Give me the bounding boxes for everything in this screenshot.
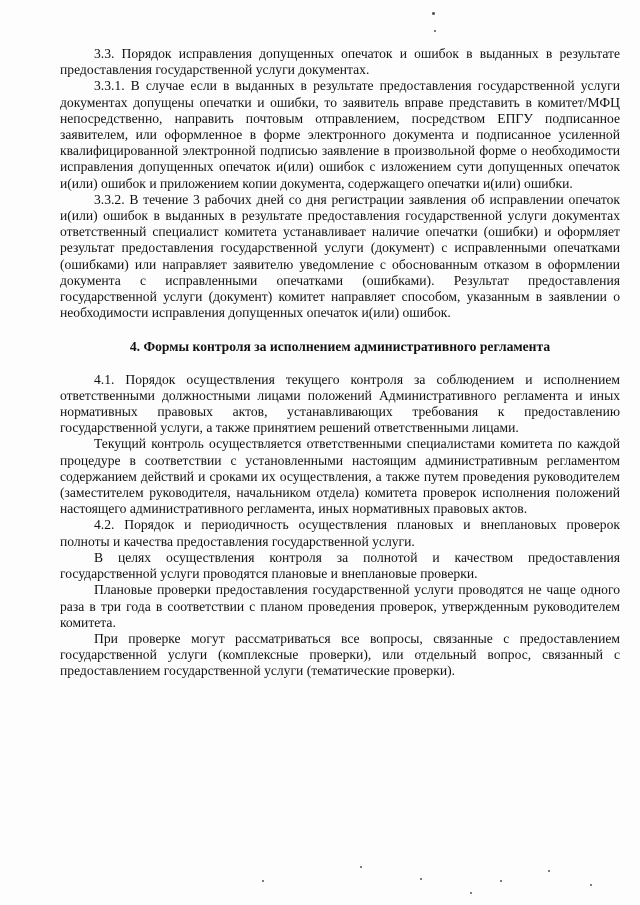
- document-body: [60, 46, 620, 680]
- paragraph-3-3-1: 3.3.1. В случае если в выданных в результате предоставления государственной услуги документах допущены опечатки и ошибки, то заявитель вправе представить в комитет/МФЦ непосредственно, направить почтовым отправлением, посредством ЕПГУ подписанное заявителем, или оформленное в форме электронного документа и подписанное усиленной квалифицированной электронной подписью заявление в произвольной форме о необходимости исправления допущенных опечаток и(или) ошибок с изложением сути допущенных опечаток и(или) ошибок и приложением копии документа, содержащего опечатки и(или) ошибки.: [60, 78, 620, 191]
- paragraph-planned-checks: Плановые проверки предоставления государственной услуги проводятся не чаще одного раза в три года в соответствии с планом проведения проверок, утвержденным руководителем комитета.: [60, 582, 620, 630]
- section-4-heading: 4. Формы контроля за исполнением административного регламента: [129, 339, 551, 355]
- scan-speck: [548, 870, 550, 872]
- scan-speck: [470, 892, 472, 894]
- paragraph-control-purpose: В целях осуществления контроля за полнотой и качеством предоставления государственной услуги проводятся плановые и внеплановые проверки.: [60, 549, 620, 582]
- paragraph-4-2: 4.2. Порядок и периодичность осуществления плановых и внеплановых проверок полноты и качества предоставления государственной услуги.: [60, 517, 620, 549]
- scan-speck: [432, 12, 435, 15]
- paragraph-3-3-2: 3.3.2. В течение 3 рабочих дней со дня регистрации заявления об исправлении опечаток и(или) ошибок в выданных в результате предоставления государственной услуги документах ответственный специалист комитета устанавливает наличие опечатки (ошибки) и оформляет результат предоставления государственной услуги (документ) с исправленными опечатками (ошибками) или направляет заявителю уведомление с обоснованным отказом в оформлении документа с исправленными опечатками (ошибками). Результат предоставления государственной услуги (документ) комитет направляет способом, указанным в заявлении о необходимости исправления допущенных опечаток и(или) ошибок.: [60, 191, 620, 321]
- scan-speck: [420, 878, 422, 880]
- paragraph-4-1: 4.1. Порядок осуществления текущего контроля за соблюдением и исполнением ответственными должностными лицами положений Административного регламента и иных нормативных правовых актов, устанавливающих требования к предоставлению государственной услуги, а также принятием решений ответственными лицами.: [60, 371, 620, 436]
- scan-speck: [500, 880, 502, 882]
- paragraph-current-control: Текущий контроль осуществляется ответственными специалистами комитета по каждой процедуре в соответствии с установленными настоящим административным регламентом содержанием действий и сроками их осуществления, а также путем проведения руководителем (заместителем руководителя, начальником отдела) комитета проверок исполнения положений настоящего административного регламента, иных нормативных правовых актов.: [60, 436, 620, 517]
- paragraph-check-scope: При проверке могут рассматриваться все вопросы, связанные с предоставлением государственной услуги (комплексные проверки), или отдельный вопрос, связанный с предоставлением государственной услуги (тематические проверки).: [60, 630, 620, 679]
- scan-speck: [590, 884, 592, 886]
- scan-speck: [262, 880, 264, 882]
- paragraph-3-3: 3.3. Порядок исправления допущенных опечаток и ошибок в выданных в результате предоставления государственной услуги документах.: [60, 46, 620, 78]
- scan-speck: [360, 866, 362, 868]
- scan-speck: [434, 30, 436, 32]
